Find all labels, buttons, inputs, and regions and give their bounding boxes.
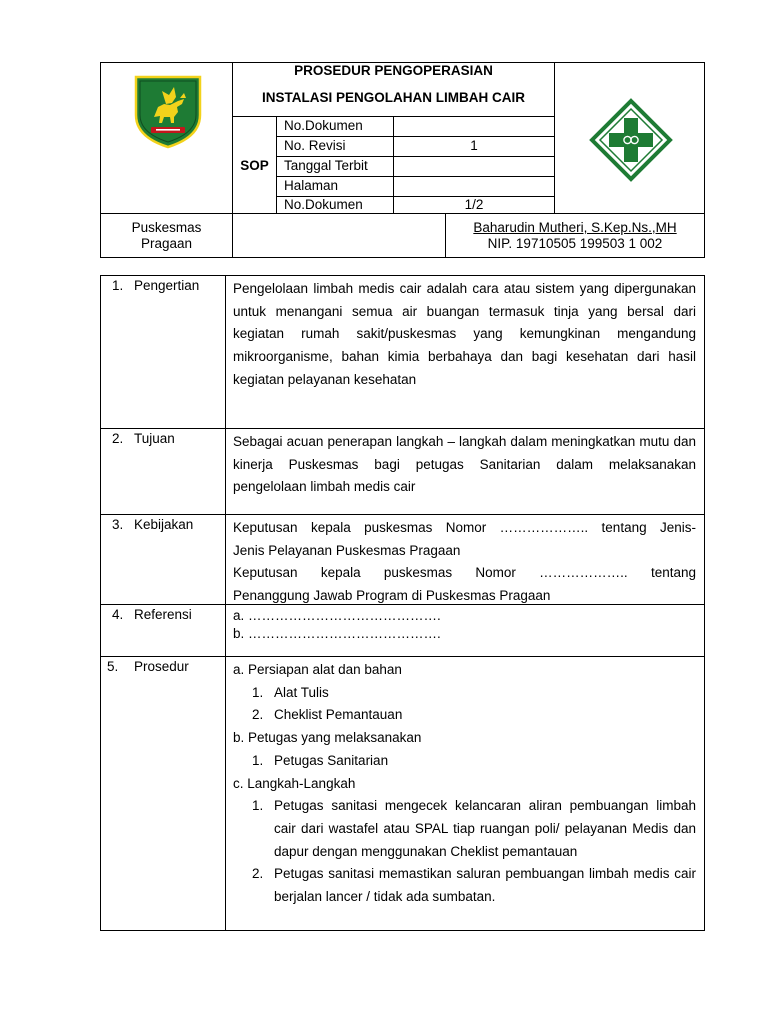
org-line-2: Pragaan [140, 236, 193, 251]
section-kebijakan [101, 515, 704, 605]
section-number: 5. [107, 659, 119, 674]
doc-value [394, 177, 554, 196]
section-label [101, 605, 226, 656]
kebijakan-line: Keputusan kepala puskesmas Nomor ……………….. tentang Jenis- [233, 520, 696, 535]
doc-value [394, 157, 554, 176]
section-referensi [101, 605, 704, 657]
substep-number: 1. [252, 684, 264, 700]
section-title: Referensi [134, 607, 192, 622]
substep-text: Alat Tulis [274, 684, 329, 700]
doc-label: Halaman [277, 177, 394, 196]
doc-row [277, 177, 554, 197]
pegasus-crest-icon [128, 71, 208, 151]
doc-label: No.Dokumen [277, 117, 394, 136]
referensi-item: a. ……………………………………. [233, 608, 441, 623]
doc-row [277, 117, 554, 137]
doc-label: No. Revisi [277, 137, 394, 156]
document-info-table [277, 117, 554, 213]
doc-row [277, 137, 554, 157]
section-label [101, 657, 226, 930]
doc-row [277, 157, 554, 177]
section-prosedur [101, 657, 704, 930]
kebijakan-line: Jenis Pelayanan Puskesmas Pragaan [233, 542, 461, 558]
prosedur-substep [233, 750, 696, 773]
right-logo-cell [554, 63, 704, 213]
section-label [101, 515, 226, 604]
referensi-list [226, 605, 704, 642]
sop-title [233, 63, 554, 117]
doc-value [394, 117, 554, 136]
section-number: 2. [112, 431, 124, 446]
logo-cell [101, 63, 233, 213]
substep-text: Cheklist Pemantauan [274, 707, 403, 723]
doc-row [277, 197, 554, 213]
doc-label: Tanggal Terbit [277, 157, 394, 176]
doc-value: 1/2 [464, 197, 484, 212]
prosedur-step: c. Langkah-Langkah [233, 775, 356, 791]
substep-number: 2. [252, 866, 264, 882]
section-title: Kebijakan [134, 517, 194, 532]
head-nip: NIP. 19710505 199503 1 002 [487, 236, 663, 251]
section-number: 4. [112, 607, 124, 622]
tujuan-text: Sebagai acuan penerapan langkah – langkah dalam meningkatkan mutu dan kinerja Puskesmas bagi petugas Sanitarian dalam melaksanakan pengelolaan limbah medis cair [233, 434, 696, 495]
section-label [101, 276, 226, 428]
title-line-1: PROSEDUR PENGOPERASIAN [294, 63, 493, 78]
signature-block [100, 213, 705, 258]
prosedur-content [226, 657, 704, 909]
kebijakan-line: Keputusan kepala puskesmas Nomor ……………….. tentang [233, 565, 696, 581]
substep-text: Petugas sanitasi mengecek kelancaran aliran pembuangan limbah cair dari wastafel atau SPAL tiap ruangan poli/ pelayanan Medis dan dapur dengan menggunakan Cheklist pemantauan [274, 798, 696, 859]
sop-label: SOP [233, 117, 277, 213]
title-line-2: INSTALASI PENGOLAHAN LIMBAH CAIR [262, 90, 525, 105]
pengertian-text: Pengelolaan limbah medis cair adalah cara atau sistem yang dipergunakan untuk menangani semua air buangan termasuk tinja yang bersal dari kegiatan rumah sakit/puskesmas yang kemungkinan mengandung mikroorganisme, bahan kimia berbahaya dan bagi kesehatan dari hasil kegiatan pelayanan kesehatan [233, 281, 696, 387]
section-title: Pengertian [134, 278, 200, 293]
sop-body-table [100, 275, 705, 931]
blank-cell [233, 213, 446, 257]
section-title: Prosedur [134, 659, 189, 674]
organization [101, 213, 233, 257]
prosedur-step: b. Petugas yang melaksanakan [233, 730, 422, 746]
substep-number: 1. [252, 798, 264, 814]
section-tujuan [101, 429, 704, 515]
puskesmas-cross-icon [589, 98, 673, 182]
sop-header [100, 62, 705, 214]
org-line-1: Puskesmas [131, 220, 202, 235]
head-name: Baharudin Mutheri, S.Kep.Ns.,MH [473, 220, 677, 235]
substep-text: Petugas sanitasi memastikan saluran pembuangan limbah medis cair berjalan lancer / tidak ada sumbatan. [274, 866, 696, 905]
head-signature [446, 213, 704, 257]
kebijakan-text [226, 515, 704, 608]
section-number: 1. [112, 278, 124, 293]
referensi-item: b. ……………………………………. [233, 625, 441, 641]
prosedur-substep [233, 682, 696, 705]
doc-label: No.Dokumen [277, 197, 394, 213]
section-label [101, 429, 226, 514]
prosedur-substep [233, 863, 696, 908]
kebijakan-line: Penanggung Jawab Program di Puskesmas Pragaan [233, 588, 551, 604]
substep-number: 2. [252, 707, 264, 723]
prosedur-step: a. Persiapan alat dan bahan [233, 662, 402, 677]
prosedur-substep [233, 795, 696, 863]
substep-number: 1. [252, 752, 264, 768]
section-number: 3. [112, 517, 124, 532]
prosedur-substep [233, 704, 696, 727]
section-title: Tujuan [134, 431, 175, 446]
section-pengertian [101, 276, 704, 429]
doc-value: 1 [470, 138, 478, 153]
substep-text: Petugas Sanitarian [274, 752, 389, 768]
